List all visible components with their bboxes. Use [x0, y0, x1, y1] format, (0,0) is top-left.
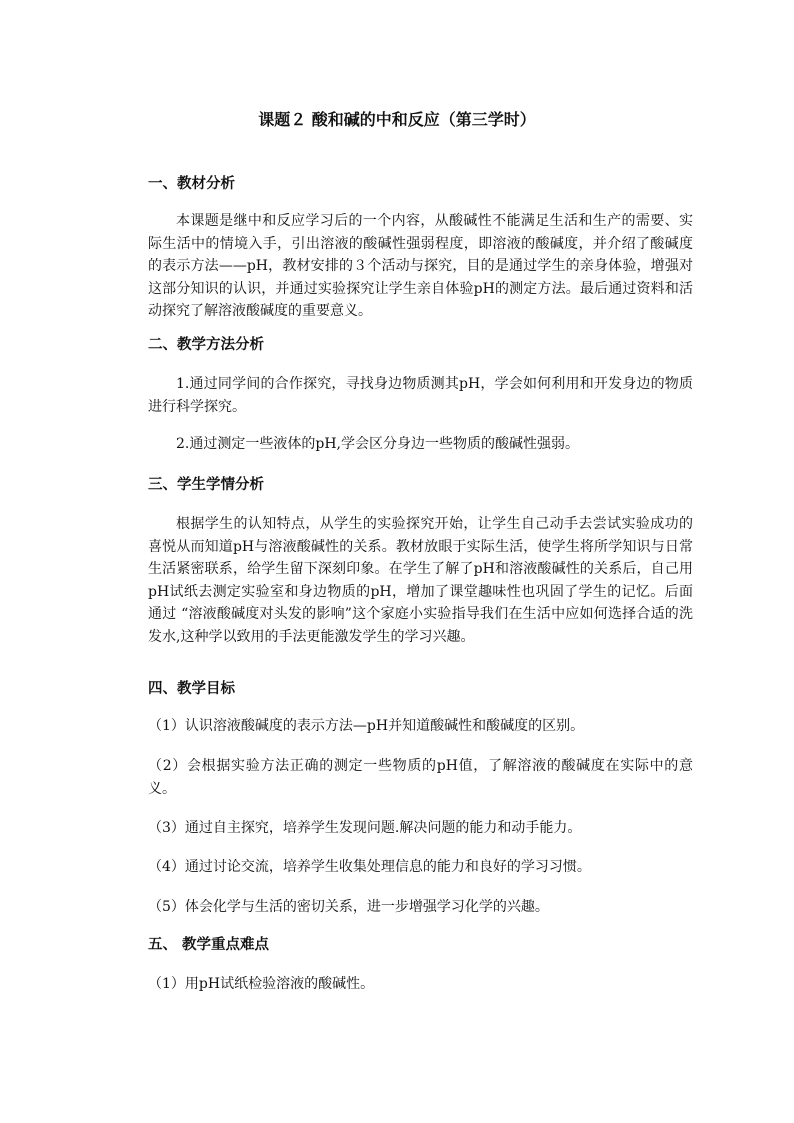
section-heading-teaching-method: 二、教学方法分析	[148, 336, 264, 353]
key-point-item-1: （1）用pH试纸检验溶液的酸碱性。	[148, 976, 375, 992]
teaching-method-item-2: 2.通过测定一些液体的pH,学会区分身边一些物质的酸碱性强弱。	[176, 436, 579, 452]
section-heading-textbook-analysis: 一、教材分析	[148, 175, 235, 192]
teaching-goal-item-4: （4）通过讨论交流，培养学生收集处理信息的能力和良好的学习习惯。	[148, 859, 591, 875]
textbook-analysis-paragraph: 本课题是继中和反应学习后的一个内容，从酸碱性不能满足生活和生产的需要、实际生活中的情境入手，引出溶液的酸碱性强弱程度，即溶液的酸碱度，并介绍了酸碱度的表示方法——pH，教材安排的３个活动与探究，目的是通过学生的亲身体验，增强对这部分知识的认识，并通过实验探究让学生亲自体验pH的测定方法。最后通过资料和活动探究了解溶液酸碱度的重要意义。	[148, 213, 693, 319]
student-analysis-paragraph: 根据学生的认知特点，从学生的实验探究开始，让学生自己动手去尝试实验成功的喜悦从而知道pH与溶液酸碱性的关系。教材放眼于实际生活，使学生将所学知识与日常生活紧密联系，给学生留下深刻印象。在学生了解了pH和溶液酸碱性的关系后，自己用pH试纸去测定实验室和身边物质的pH，增加了课堂趣味性也巩固了学生的记忆。后面通过 “溶液酸碱度对头发的影响”这个家庭小实验指导我们在生活中应如何选择合适的洗发水,这种学以致用的手法更能激发学生的学习兴趣。	[148, 516, 693, 645]
teaching-goal-item-3: （3）通过自主探究，培养学生发现问题.解决问题的能力和动手能力。	[148, 820, 582, 836]
teaching-goal-item-2: （2）会根据实验方法正确的测定一些物质的pH值，了解溶液的酸碱度在实际中的意义。	[148, 758, 693, 797]
section-heading-teaching-goals: 四、教学目标	[148, 680, 235, 697]
teaching-method-item-1: 1.通过同学间的合作探究，寻找身边物质测其pH，学会如何利用和开发身边的物质进行科学探究。	[148, 376, 693, 415]
section-heading-student-analysis: 三、学生学情分析	[148, 476, 264, 493]
teaching-goal-item-1: （1）认识溶液酸碱度的表示方法—pH并知道酸碱性和酸碱度的区别。	[148, 718, 585, 734]
teaching-goal-item-5: （5）体会化学与生活的密切关系，进一步增强学习化学的兴趣。	[148, 899, 549, 915]
document-title: 课题２ 酸和碱的中和反应（第三学时）	[258, 110, 536, 129]
section-heading-key-points: 五、 教学重点难点	[148, 936, 270, 953]
